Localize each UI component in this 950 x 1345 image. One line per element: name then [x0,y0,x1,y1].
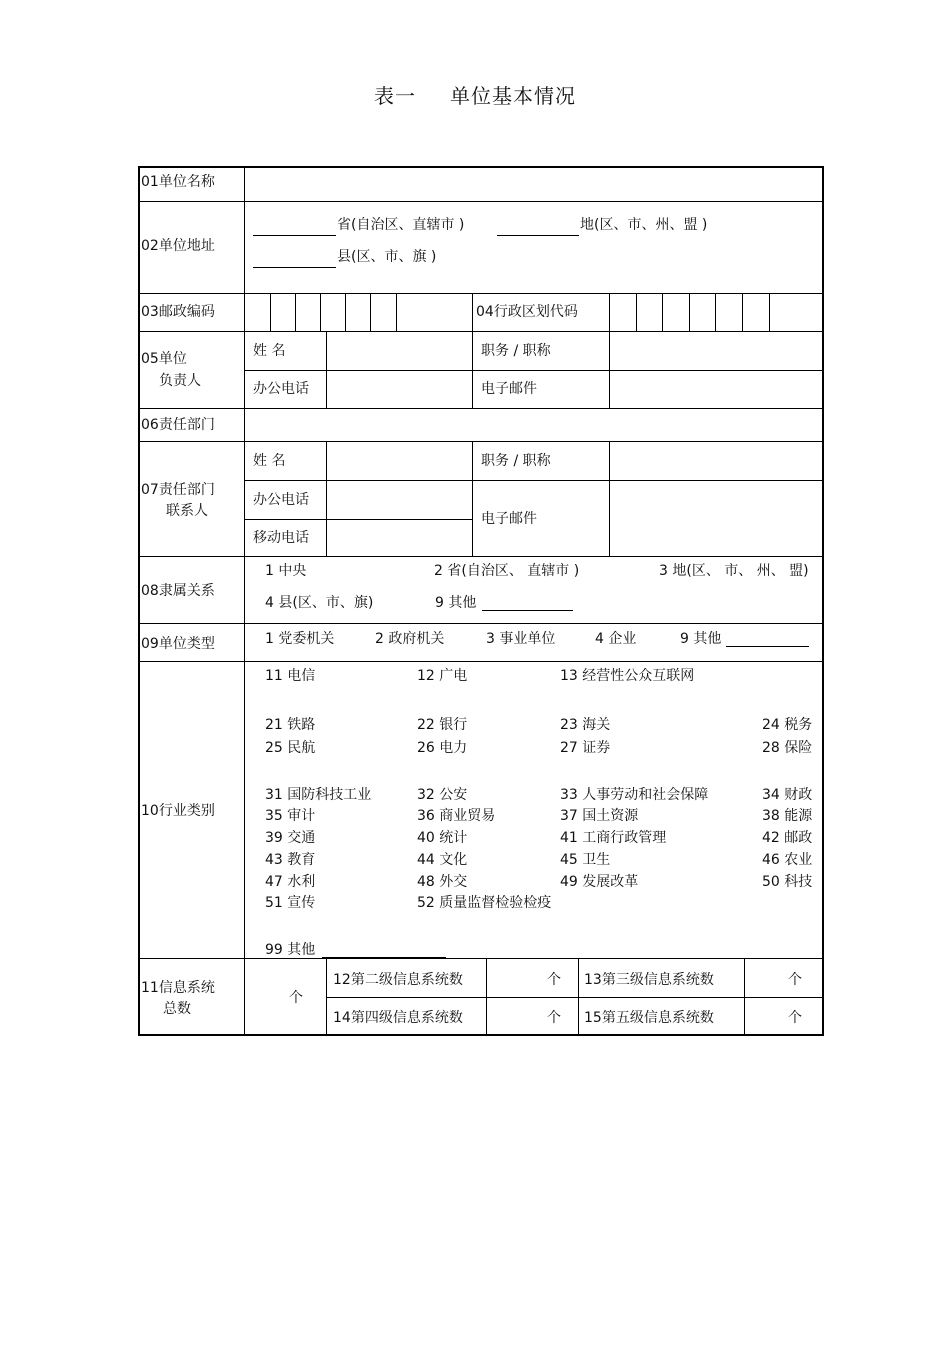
field-label-system-count: 11信息系统 [141,980,215,996]
industry-option[interactable]: 34 财政 [762,787,813,803]
row-divider [139,331,823,332]
row-divider [139,661,823,662]
row-divider [139,201,823,202]
industry-option[interactable]: 28 保险 [762,740,813,756]
digit-box-divider [662,293,663,331]
field-label-system-count-2: 总数 [163,1001,191,1017]
label-position: 职务 / 职称 [481,343,551,359]
industry-option[interactable]: 46 农业 [762,852,813,868]
digit-box-divider [689,293,690,331]
prefecture-suffix: 地(区、市、州、盟 ) [580,217,708,233]
digit-box-divider [636,293,637,331]
field-label-industry: 10行业类别 [141,803,215,819]
field-label-unit-address: 02单位地址 [141,238,215,254]
unit-label: 个 [788,972,802,988]
digit-box-divider [295,293,296,331]
field-label-division-code: 04行政区划代码 [476,304,578,320]
industry-option[interactable]: 38 能源 [762,808,813,824]
industry-option[interactable]: 51 宣传 [265,895,316,911]
title-text: 单位基本情况 [450,84,576,108]
column-divider [472,331,473,408]
affiliation-option[interactable]: 1 中央 [265,563,307,579]
industry-option[interactable]: 27 证券 [560,740,611,756]
column-divider [472,441,473,556]
industry-option[interactable]: 21 铁路 [265,717,316,733]
label-position: 职务 / 职称 [481,453,551,469]
digit-box-divider [715,293,716,331]
industry-option[interactable]: 47 水利 [265,874,316,890]
industry-option[interactable]: 39 交通 [265,830,316,846]
digit-box-divider [769,293,770,331]
cell-divider [245,370,823,371]
digit-box-divider [320,293,321,331]
affiliation-option[interactable]: 4 县(区、市、旗) [265,595,374,611]
column-divider [744,958,745,1035]
industry-option[interactable]: 35 审计 [265,808,316,824]
industry-option[interactable]: 23 海关 [560,717,611,733]
province-blank[interactable] [253,235,336,236]
industry-other-blank[interactable] [322,957,446,958]
industry-option[interactable]: 32 公安 [417,787,468,803]
digit-box-divider [370,293,371,331]
industry-option[interactable]: 49 发展改革 [560,874,639,890]
industry-option[interactable]: 45 卫生 [560,852,611,868]
industry-option[interactable]: 52 质量监督检验检疫 [417,895,552,911]
field-label-unit-name: 01单位名称 [141,174,215,190]
field-label-dept-contact: 07责任部门 [141,482,215,498]
unit-type-option[interactable]: 1 党委机关 [265,631,335,647]
column-divider [609,293,610,331]
industry-option[interactable]: 40 统计 [417,830,468,846]
unit-name-field[interactable] [246,168,822,200]
industry-option[interactable]: 11 电信 [265,668,316,684]
column-divider [609,441,610,556]
industry-option[interactable]: 24 税务 [762,717,813,733]
industry-option[interactable]: 25 民航 [265,740,316,756]
industry-option[interactable]: 12 广电 [417,668,468,684]
prefecture-blank[interactable] [497,235,579,236]
column-divider [578,958,579,1035]
label-office-phone: 办公电话 [253,492,309,508]
unit-type-option[interactable]: 4 企业 [595,631,637,647]
county-blank[interactable] [253,267,336,268]
affiliation-option[interactable]: 9 其他 [435,595,477,611]
unit-label: 个 [547,972,561,988]
label-name: 姓 名 [253,453,286,469]
field-label-dept-contact-2: 联系人 [166,503,208,519]
county-suffix: 县(区、市、旗 ) [337,249,437,265]
cell-divider [245,480,823,481]
label-level5-count: 15第五级信息系统数 [584,1010,714,1026]
field-label-unit-head-2: 负责人 [159,373,201,389]
label-email: 电子邮件 [481,381,537,397]
digit-box-divider [270,293,271,331]
label-office-phone: 办公电话 [253,381,309,397]
row-divider [139,623,823,624]
unit-label: 个 [547,1010,561,1026]
field-label-unit-head: 05单位 [141,351,187,367]
label-email: 电子邮件 [481,511,537,527]
row-divider [139,441,823,442]
unit-label: 个 [788,1010,802,1026]
row-divider [139,556,823,557]
unit-type-option[interactable]: 9 其他 [680,631,722,647]
industry-option[interactable]: 42 邮政 [762,830,813,846]
column-divider [609,331,610,408]
industry-option[interactable]: 37 国土资源 [560,808,639,824]
cell-divider [245,519,472,520]
field-label-postal-code: 03邮政编码 [141,304,215,320]
industry-option[interactable]: 33 人事劳动和社会保障 [560,787,709,803]
industry-option[interactable]: 36 商业贸易 [417,808,496,824]
affiliation-option[interactable]: 3 地(区、 市、 州、 盟) [659,563,809,579]
label-mobile-phone: 移动电话 [253,530,309,546]
page-title [0,80,950,109]
label-level2-count: 12第二级信息系统数 [333,972,463,988]
industry-option[interactable]: 43 教育 [265,852,316,868]
column-divider [486,958,487,1035]
field-label-responsible-dept: 06责任部门 [141,417,215,433]
industry-option[interactable]: 44 文化 [417,852,468,868]
column-divider [326,958,327,1035]
unit-label: 个 [289,990,303,1006]
province-suffix: 省(自治区、直辖市 ) [337,217,465,233]
affiliation-other-blank[interactable] [482,610,573,611]
row-divider [139,958,823,959]
industry-option[interactable]: 26 电力 [417,740,468,756]
industry-option[interactable]: 41 工商行政管理 [560,830,667,846]
column-divider [326,441,327,556]
column-divider [244,167,245,1035]
field-label-unit-type: 09单位类型 [141,636,215,652]
industry-option[interactable]: 99 其他 [265,942,316,958]
industry-option[interactable]: 31 国防科技工业 [265,787,372,803]
field-label-affiliation: 08隶属关系 [141,583,215,599]
column-divider [472,293,473,331]
label-level4-count: 14第四级信息系统数 [333,1010,463,1026]
industry-option[interactable]: 22 银行 [417,717,468,733]
digit-box-divider [345,293,346,331]
label-name: 姓 名 [253,343,286,359]
industry-option[interactable]: 50 科技 [762,874,813,890]
industry-option[interactable]: 13 经营性公众互联网 [560,668,695,684]
row-divider [139,408,823,409]
affiliation-option[interactable]: 2 省(自治区、 直辖市 ) [434,563,580,579]
row-divider [139,293,823,294]
label-level3-count: 13第三级信息系统数 [584,972,714,988]
title-number: 表一 [374,84,416,108]
unit-type-option[interactable]: 3 事业单位 [486,631,556,647]
cell-divider [326,997,823,998]
industry-option[interactable]: 48 外交 [417,874,468,890]
unit-type-other-blank[interactable] [726,646,809,647]
unit-type-option[interactable]: 2 政府机关 [375,631,445,647]
digit-box-divider [742,293,743,331]
column-divider [326,331,327,408]
digit-box-divider [396,293,397,331]
